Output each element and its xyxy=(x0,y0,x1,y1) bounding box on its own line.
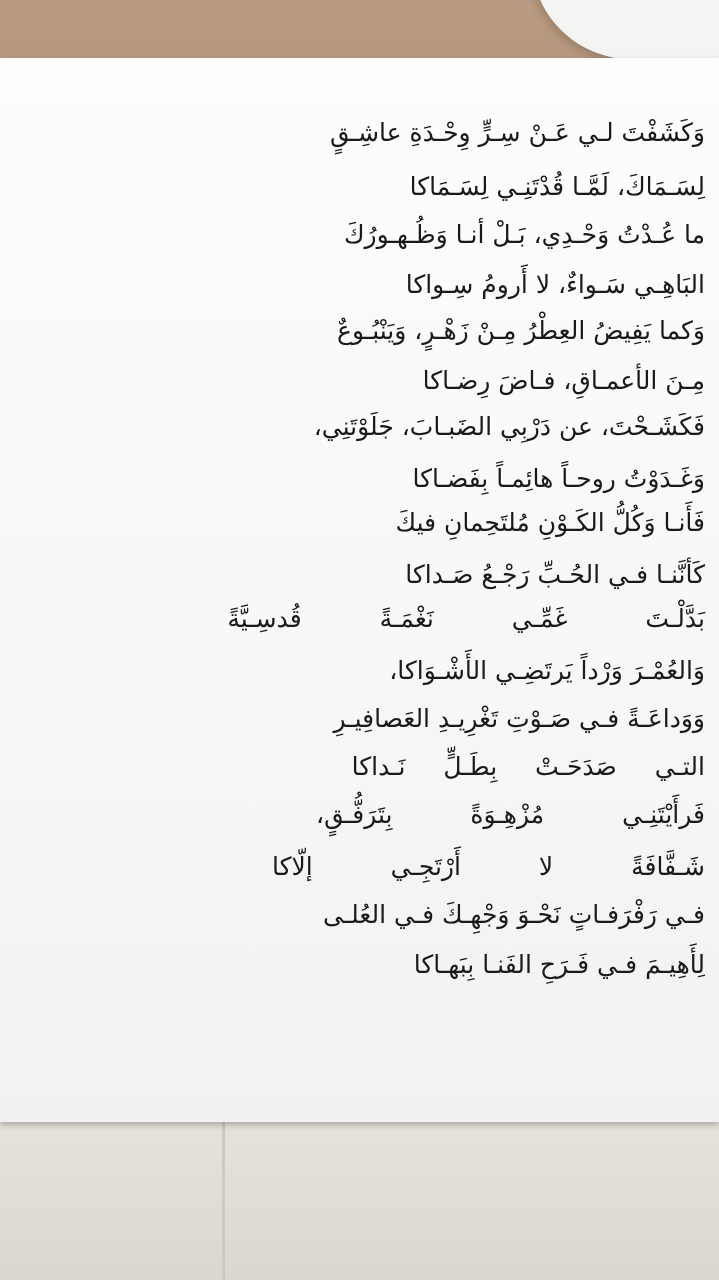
poem-line: فَكَشَـحْتَ، عن دَرْبِي الضَبـابَ، جَلَوْتَنِي، xyxy=(313,412,705,441)
paper-sheet xyxy=(0,58,719,1122)
poem-line: فَأَنـا وَكُلُّ الكَـوْنِ مُلتَحِمانِ فيكَ xyxy=(395,508,705,537)
poem-line: كَأنَّنـا فـي الحُـبِّ رَجْـعُ صَـداكا xyxy=(405,560,705,589)
tile-seam xyxy=(222,1122,225,1280)
poem-line: لِأَهِيـمَ فـي فَـرَحِ الفَنـا بِبَهـاكا xyxy=(413,950,705,979)
poem-line: وَالعُمْـرَ وَرْداً يَرتَضِـي الأَشْـوَاكا، xyxy=(389,656,705,685)
poem-line: وَوَداعَـةً فـي صَـوْتِ تَغْرِيـدِ العَصافِيـرِ xyxy=(333,704,705,733)
poem-line: فَرأَيْتَنِـي مُزْهِـوَةً بِتَرَفُّـقٍ، xyxy=(316,800,705,829)
poem-line: وَكَشَفْتَ لـي عَـنْ سِـرٍّ وِحْـدَةِ عاشِـقٍ xyxy=(329,118,705,147)
poem-line: لِسَـمَاكَ، لَمَّـا قُدْتَنِـي لِسَـمَاكا xyxy=(409,172,705,201)
poem-line: مِـنَ الأعمـاقِ، فـاضَ رِضـاكا xyxy=(422,366,705,395)
poem-line: البَاهِـي سَـواءٌ، لا أَرومُ سِـواكا xyxy=(405,270,705,299)
poem-line: التـي صَدَحَـتْ بِطَـلٍّ نَـداكا xyxy=(351,752,705,781)
table-surface xyxy=(0,1122,719,1280)
poem-line: ما عُـدْتُ وَحْـدِي، بَـلْ أنـا وَظُـهـورُكَ xyxy=(343,220,705,249)
poem-line: وَكما يَفِيضُ العِطْرُ مِـنْ زَهْـرٍ، وَيَنْبُـوعٌ xyxy=(337,316,705,345)
poem-line: فـي رَفْرَفـاتٍ نَحْـوَ وَجْهِـكَ فـي العُلـى xyxy=(322,900,705,929)
poem-line: وَغَـدَوْتُ روحـاً هائِمـاً بِفَضـاكا xyxy=(412,464,705,493)
poem-line: بَدَّلْـتَ غَمِّـي نَغْمَـةً قُدسِـيَّةً xyxy=(227,604,705,633)
poem-line: شَـفَّافَةً لا أَرْتَجِـي إلّاكا xyxy=(272,852,705,881)
